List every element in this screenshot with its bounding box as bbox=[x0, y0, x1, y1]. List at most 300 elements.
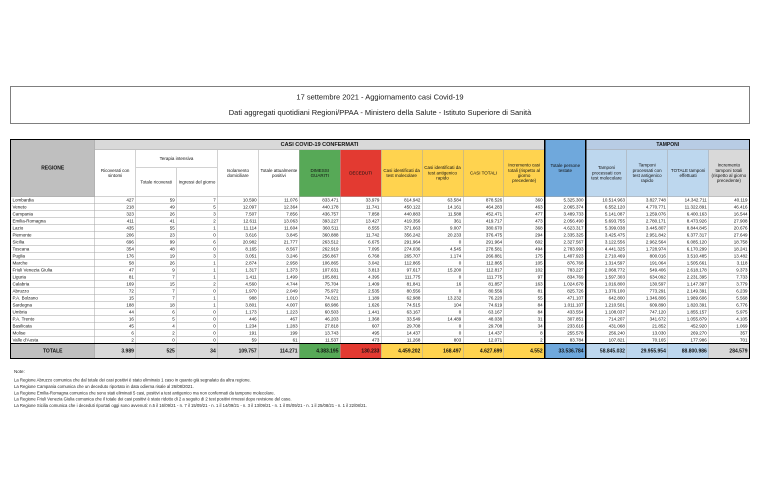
table-cell: 3.445.807 bbox=[627, 225, 668, 232]
table-cell: 13.427 bbox=[340, 218, 381, 225]
table-cell: 1.010 bbox=[258, 295, 299, 302]
table-cell: 607 bbox=[340, 323, 381, 330]
table-cell: 265.707 bbox=[381, 253, 422, 260]
region-name: Emilia-Romagna bbox=[11, 218, 95, 225]
table-cell: 176 bbox=[95, 253, 136, 260]
table-cell: 3.827.748 bbox=[627, 197, 668, 204]
table-cell: 13.232 bbox=[422, 295, 463, 302]
table-cell: 7.733 bbox=[709, 274, 750, 281]
table-cell: 1.989.606 bbox=[668, 295, 709, 302]
table-cell: 2 bbox=[177, 218, 218, 225]
table-cell: 4.105 bbox=[709, 316, 750, 323]
table-row bbox=[11, 295, 750, 302]
region-name: Puglia bbox=[11, 253, 95, 260]
table-cell: 0 bbox=[136, 337, 177, 344]
table-cell: 5 bbox=[136, 316, 177, 323]
table-cell: 8.165 bbox=[217, 246, 258, 253]
table-cell: 354 bbox=[95, 246, 136, 253]
region-name: Piemonte bbox=[11, 232, 95, 239]
table-cell: 26 bbox=[136, 211, 177, 218]
table-cell: 27.649 bbox=[709, 232, 750, 239]
table-cell: 473 bbox=[340, 337, 381, 344]
table-cell: 112.817 bbox=[463, 267, 504, 274]
table-cell: 48 bbox=[136, 246, 177, 253]
table-cell: 11.588 bbox=[422, 211, 463, 218]
table-cell: 291.964 bbox=[381, 239, 422, 246]
table-cell: 360.511 bbox=[299, 225, 340, 232]
table-cell: 7 bbox=[136, 274, 177, 281]
table-cell: 1 bbox=[177, 302, 218, 309]
table-cell: 431.068 bbox=[586, 323, 627, 330]
region-name: Liguria bbox=[11, 274, 95, 281]
table-cell: 14.437 bbox=[381, 330, 422, 337]
table-cell: 3.813 bbox=[340, 267, 381, 274]
table-cell: 1 bbox=[177, 274, 218, 281]
table-cell: 3 bbox=[177, 253, 218, 260]
table-cell: 13.063 bbox=[258, 218, 299, 225]
header-tamponi-molecolare: Tamponi processati con test molecolare bbox=[586, 150, 627, 197]
table-cell: 1.174 bbox=[422, 253, 463, 260]
table-cell: 1.016.800 bbox=[586, 281, 627, 288]
header-ti-totale: Totale ricoverati bbox=[136, 168, 177, 197]
table-row bbox=[11, 274, 750, 281]
table-cell: 6.085.120 bbox=[668, 239, 709, 246]
table-cell: 1.173 bbox=[217, 309, 258, 316]
table-cell: 163 bbox=[504, 281, 545, 288]
table-cell: 5.568 bbox=[709, 295, 750, 302]
table-cell: 696 bbox=[95, 239, 136, 246]
table-cell: 7 bbox=[136, 288, 177, 295]
table-cell: 74.619 bbox=[463, 302, 504, 309]
table-cell: 15 bbox=[95, 295, 136, 302]
table-cell: 463 bbox=[504, 204, 545, 211]
table-cell: 6.377.317 bbox=[668, 232, 709, 239]
table-cell: 12.364 bbox=[258, 204, 299, 211]
table-cell: 206 bbox=[95, 232, 136, 239]
notes-section bbox=[14, 369, 750, 409]
table-cell: 44 bbox=[95, 309, 136, 316]
region-name: Lazio bbox=[11, 225, 95, 232]
table-cell: 380.670 bbox=[463, 225, 504, 232]
table-cell: 59 bbox=[136, 197, 177, 204]
table-cell: 2.149.391 bbox=[668, 288, 709, 295]
table-cell: 5.325.300 bbox=[545, 197, 586, 204]
note-line: La Regione Emilia-Romagna comunica che sono stati eliminati 5 casi, positivi a test antigenico ma non confermati da tampone molecolare. bbox=[14, 390, 275, 396]
table-row bbox=[11, 323, 750, 330]
table-cell: 63.584 bbox=[422, 197, 463, 204]
table-cell: 360 bbox=[504, 197, 545, 204]
table-body bbox=[11, 197, 750, 359]
table-cell: 111.775 bbox=[381, 274, 422, 281]
table-cell: 6 bbox=[177, 239, 218, 246]
table-cell: 8.844.845 bbox=[668, 225, 709, 232]
table-cell: 8.473.926 bbox=[668, 218, 709, 225]
table-cell: 4.441.325 bbox=[586, 246, 627, 253]
table-cell: 2.065.374 bbox=[545, 204, 586, 211]
table-cell: 266.881 bbox=[463, 253, 504, 260]
table-cell: 4 bbox=[136, 323, 177, 330]
table-cell: 800.016 bbox=[627, 253, 668, 260]
header-tamponi-antigenico: Tamponi processati con test antigenico rapido bbox=[627, 150, 668, 197]
report-title: 17 settembre 2021 - Aggiornamento casi Covid-19 bbox=[296, 93, 464, 102]
table-cell: 783.227 bbox=[545, 267, 586, 274]
table-cell: 26 bbox=[136, 260, 177, 267]
table-cell: 0 bbox=[177, 337, 218, 344]
table-cell: 6.675 bbox=[340, 239, 381, 246]
table-cell: 6 bbox=[136, 309, 177, 316]
region-name: Sicilia bbox=[11, 239, 95, 246]
table-row bbox=[11, 246, 750, 253]
table-cell: 97.617 bbox=[381, 267, 422, 274]
table-cell: 80.556 bbox=[463, 288, 504, 295]
table-cell: 357 bbox=[709, 330, 750, 337]
table-cell: 11.322.891 bbox=[668, 204, 709, 211]
table-cell: 773.291 bbox=[627, 288, 668, 295]
header-attualmente-positivi: Totale attualmente positivi bbox=[258, 150, 299, 197]
table-row bbox=[11, 232, 750, 239]
table-cell: 1 bbox=[177, 225, 218, 232]
table-cell: 1 bbox=[177, 260, 218, 267]
table-row bbox=[11, 260, 750, 267]
table-cell: 1.055.879 bbox=[668, 316, 709, 323]
table-cell: 40.119 bbox=[709, 197, 750, 204]
totals-cell: 130.233 bbox=[340, 344, 381, 359]
region-name: Basilicata bbox=[11, 323, 95, 330]
table-cell: 1.346.806 bbox=[627, 295, 668, 302]
table-cell: 0 bbox=[422, 260, 463, 267]
table-cell: 256.867 bbox=[299, 253, 340, 260]
table-cell: 13.743 bbox=[299, 330, 340, 337]
table-cell: 435 bbox=[95, 225, 136, 232]
table-cell: 3.122.556 bbox=[586, 239, 627, 246]
table-cell: 452.471 bbox=[463, 211, 504, 218]
table-cell: 427 bbox=[95, 197, 136, 204]
note-line: La Regione Abruzzo comunica che dal totale dei casi positivi è stato eliminato 1 caso in quanto già segnalato da altra regione. bbox=[14, 377, 251, 383]
table-cell: 714.207 bbox=[586, 316, 627, 323]
table-cell: 263.512 bbox=[299, 239, 340, 246]
region-name: Molise bbox=[11, 330, 95, 337]
table-cell: 371.663 bbox=[381, 225, 422, 232]
table-cell: 1.855.157 bbox=[668, 309, 709, 316]
table-cell: 433.554 bbox=[545, 309, 586, 316]
table-cell: 473 bbox=[504, 218, 545, 225]
table-cell: 21.777 bbox=[258, 239, 299, 246]
table-cell: 2.874 bbox=[217, 260, 258, 267]
table-cell: 361 bbox=[422, 218, 463, 225]
table-cell: 3.801 bbox=[217, 302, 258, 309]
table-cell: 307.851 bbox=[545, 316, 586, 323]
totals-cell: 58.845.032 bbox=[586, 344, 627, 359]
table-cell: 291.964 bbox=[463, 239, 504, 246]
table-cell: 323 bbox=[95, 211, 136, 218]
table-cell: 107.821 bbox=[586, 337, 627, 344]
table-cell: 70.165 bbox=[627, 337, 668, 344]
table-cell: 368 bbox=[504, 225, 545, 232]
region-name: Veneto bbox=[11, 204, 95, 211]
table-cell: 63.167 bbox=[381, 309, 422, 316]
table-row bbox=[11, 253, 750, 260]
table-cell: 105.881 bbox=[299, 274, 340, 281]
header-casi-molecolare: Casi identificati da test molecolare bbox=[381, 150, 422, 197]
table-cell: 62.988 bbox=[381, 295, 422, 302]
totals-label: TOTALE bbox=[11, 344, 95, 359]
table-cell: 0 bbox=[422, 288, 463, 295]
table-cell: 6.400.163 bbox=[668, 211, 709, 218]
table-cell: 7 bbox=[136, 295, 177, 302]
table-cell: 1.820.391 bbox=[668, 302, 709, 309]
table-cell: 1.147.397 bbox=[668, 281, 709, 288]
table-cell: 0 bbox=[177, 330, 218, 337]
table-cell: 84 bbox=[504, 309, 545, 316]
table-cell: 13.030 bbox=[627, 330, 668, 337]
totals-cell: 109.757 bbox=[217, 344, 258, 359]
table-cell: 477 bbox=[504, 211, 545, 218]
table-cell: 440.883 bbox=[381, 211, 422, 218]
table-cell: 8.555 bbox=[340, 225, 381, 232]
table-cell: 278.581 bbox=[463, 246, 504, 253]
table-cell: 58 bbox=[95, 260, 136, 267]
table-cell: 105 bbox=[504, 260, 545, 267]
table-cell: 3.489.733 bbox=[545, 211, 586, 218]
table-cell: 262.919 bbox=[299, 246, 340, 253]
table-cell: 81 bbox=[95, 274, 136, 281]
table-cell: 274.036 bbox=[381, 246, 422, 253]
table-cell: 446 bbox=[217, 316, 258, 323]
region-name: Toscana bbox=[11, 246, 95, 253]
table-cell: 55 bbox=[136, 225, 177, 232]
totals-cell: 4.627.699 bbox=[463, 344, 504, 359]
table-cell: 642.800 bbox=[586, 295, 627, 302]
table-cell: 18.758 bbox=[709, 239, 750, 246]
header-casi-antigenico: Casi identificati da test antigenico rapido bbox=[422, 150, 463, 197]
table-row bbox=[11, 204, 750, 211]
table-cell: 106.865 bbox=[299, 260, 340, 267]
header-incremento-tamponi: Incremento tamponi totali (rispetto al giorno precedente) bbox=[709, 150, 750, 197]
table-cell: 27.908 bbox=[709, 218, 750, 225]
table-cell: 7.856 bbox=[258, 211, 299, 218]
table-cell: 609.890 bbox=[627, 302, 668, 309]
table-cell: 9 bbox=[136, 267, 177, 274]
table-cell: 1.368 bbox=[340, 316, 381, 323]
table-cell: 4.623.317 bbox=[545, 225, 586, 232]
table-cell: 199 bbox=[258, 330, 299, 337]
table-row bbox=[11, 309, 750, 316]
totals-cell: 34 bbox=[177, 344, 218, 359]
table-cell: 9.007 bbox=[422, 225, 463, 232]
table-cell: 15 bbox=[136, 281, 177, 288]
table-cell: 21.852 bbox=[627, 323, 668, 330]
table-cell: 12.611 bbox=[217, 218, 258, 225]
totals-cell: 114.271 bbox=[258, 344, 299, 359]
table-cell: 2.068.772 bbox=[586, 267, 627, 274]
table-cell: 1.259.076 bbox=[627, 211, 668, 218]
table-cell: 13.482 bbox=[709, 253, 750, 260]
table-cell: 6.170.299 bbox=[668, 246, 709, 253]
table-cell: 4.744 bbox=[258, 281, 299, 288]
table-cell: 107.631 bbox=[299, 267, 340, 274]
table-cell: 16 bbox=[422, 281, 463, 288]
table-cell: 255.578 bbox=[545, 330, 586, 337]
table-cell: 411 bbox=[95, 218, 136, 225]
table-cell: 74.021 bbox=[299, 295, 340, 302]
table-cell: 878.526 bbox=[463, 197, 504, 204]
table-cell: 20.982 bbox=[217, 239, 258, 246]
table-cell: 2 bbox=[504, 337, 545, 344]
table-cell: 0 bbox=[177, 288, 218, 295]
table-cell: 45 bbox=[95, 323, 136, 330]
table-cell: 16.544 bbox=[709, 211, 750, 218]
table-cell: 1.441 bbox=[340, 309, 381, 316]
totals-cell: 88.800.986 bbox=[668, 344, 709, 359]
table-row bbox=[11, 337, 750, 344]
note-line: La Regione Sicilia comunica che i deceduti riportati oggi sono avvenuti: n.5 il 16/09/21 - n. 7 il 15/09/21 - n. 1 il 14/09/21 - n. 3 il 13/09/21 - n. 1 il 05/09/21 - n. 1 il 25/08/21 - n. 1 il 22/08/21. bbox=[14, 403, 367, 408]
table-cell: 59 bbox=[217, 337, 258, 344]
table-cell: 55 bbox=[504, 295, 545, 302]
table-cell: 2 bbox=[136, 330, 177, 337]
table-cell: 356.242 bbox=[381, 232, 422, 239]
table-cell: 2.335.325 bbox=[545, 232, 586, 239]
table-cell: 0 bbox=[177, 246, 218, 253]
table-cell: 11.741 bbox=[340, 204, 381, 211]
header-isolamento: Isolamento domiciliare bbox=[217, 150, 258, 197]
table-cell: 14.161 bbox=[422, 204, 463, 211]
table-cell: 452.920 bbox=[668, 323, 709, 330]
table-cell: 1.505.661 bbox=[668, 260, 709, 267]
table-cell: 602 bbox=[504, 239, 545, 246]
table-cell: 3.042 bbox=[340, 260, 381, 267]
table-cell: 46.416 bbox=[709, 204, 750, 211]
region-name: Marche bbox=[11, 260, 95, 267]
table-cell: 14.342.711 bbox=[668, 197, 709, 204]
header-persone-testate: Totale persone testate bbox=[545, 140, 586, 197]
table-cell: 81 bbox=[504, 288, 545, 295]
totals-cell: 4.459.202 bbox=[381, 344, 422, 359]
table-cell: 63.167 bbox=[463, 309, 504, 316]
region-name: Valle d'Aosta bbox=[11, 337, 95, 344]
table-cell: 11.537 bbox=[299, 337, 340, 344]
table-row bbox=[11, 288, 750, 295]
header-casi-totali: CASI TOTALI bbox=[463, 150, 504, 197]
table-cell: 294 bbox=[504, 232, 545, 239]
table-cell: 112.865 bbox=[381, 260, 422, 267]
table-cell: 1.223 bbox=[258, 309, 299, 316]
table-cell: 2.783.993 bbox=[545, 246, 586, 253]
table-cell: 6.768 bbox=[340, 253, 381, 260]
table-cell: 102 bbox=[504, 267, 545, 274]
table-cell: 393.227 bbox=[299, 218, 340, 225]
table-cell: 0 bbox=[177, 316, 218, 323]
table-cell: 9.373 bbox=[709, 267, 750, 274]
note-line: La Regione Campania comunica che un deceduto riportato in data odierna risale al 26/08/2021. bbox=[14, 383, 194, 389]
table-cell: 1.499 bbox=[258, 274, 299, 281]
table-cell: 169 bbox=[95, 281, 136, 288]
table-cell: 11.076 bbox=[258, 197, 299, 204]
table-cell: 2.049 bbox=[258, 288, 299, 295]
table-cell: 3.118 bbox=[709, 260, 750, 267]
totals-cell: 33.536.784 bbox=[545, 344, 586, 359]
table-cell: 81.857 bbox=[463, 281, 504, 288]
table-cell: 4.770.771 bbox=[627, 204, 668, 211]
table-cell: 0 bbox=[177, 232, 218, 239]
table-cell: 191.064 bbox=[627, 260, 668, 267]
totals-cell: 525 bbox=[136, 344, 177, 359]
table-cell: 2.958 bbox=[258, 260, 299, 267]
table-cell: 494 bbox=[504, 246, 545, 253]
table-cell: 1.069 bbox=[709, 323, 750, 330]
table-cell: 1.597.303 bbox=[586, 274, 627, 281]
region-name: Lombardia bbox=[11, 197, 95, 204]
table-cell: 1.108.037 bbox=[586, 309, 627, 316]
region-name: Calabria bbox=[11, 281, 95, 288]
table-cell: 1.283 bbox=[258, 323, 299, 330]
header-terapia-intensiva: Terapia intensiva bbox=[136, 150, 218, 168]
region-name: Abruzzo bbox=[11, 288, 95, 295]
table-row bbox=[11, 281, 750, 288]
table-cell: 12.097 bbox=[217, 204, 258, 211]
table-cell: 1.011.107 bbox=[545, 302, 586, 309]
table-cell: 833.471 bbox=[299, 197, 340, 204]
table-cell: 14.489 bbox=[422, 316, 463, 323]
table-row bbox=[11, 239, 750, 246]
table-cell: 11.268 bbox=[381, 337, 422, 344]
table-cell: 11.114 bbox=[217, 225, 258, 232]
table-cell: 0 bbox=[422, 239, 463, 246]
table-cell: 419.356 bbox=[381, 218, 422, 225]
table-cell: 191 bbox=[217, 330, 258, 337]
table-cell: 188 bbox=[95, 302, 136, 309]
table-cell: 16 bbox=[95, 316, 136, 323]
table-cell: 75.972 bbox=[299, 288, 340, 295]
table-cell: 81.841 bbox=[381, 281, 422, 288]
table-cell: 6.552.120 bbox=[586, 204, 627, 211]
table-cell: 495 bbox=[340, 330, 381, 337]
table-cell: 8 bbox=[504, 330, 545, 337]
totals-cell: 4.552 bbox=[504, 344, 545, 359]
table-cell: 112.865 bbox=[463, 260, 504, 267]
table-cell: 436.757 bbox=[299, 211, 340, 218]
table-cell: 80.556 bbox=[381, 288, 422, 295]
totals-cell: 29.955.954 bbox=[627, 344, 668, 359]
table-cell: 5.693.755 bbox=[586, 218, 627, 225]
table-cell: 2.951.842 bbox=[627, 232, 668, 239]
table-cell: 15.200 bbox=[422, 267, 463, 274]
table-cell: 6.239 bbox=[709, 288, 750, 295]
table-cell: 419.717 bbox=[463, 218, 504, 225]
table-row bbox=[11, 302, 750, 309]
title-box bbox=[10, 86, 750, 124]
report-page bbox=[0, 86, 760, 486]
header-dimessi-guariti: DIMESSI GUARITI bbox=[299, 150, 340, 197]
table-cell: 1.626 bbox=[340, 302, 381, 309]
table-cell: 41 bbox=[136, 218, 177, 225]
table-cell: 256.240 bbox=[586, 330, 627, 337]
table-cell: 1.407.923 bbox=[545, 253, 586, 260]
totals-cell: 284.579 bbox=[709, 344, 750, 359]
table-row bbox=[11, 316, 750, 323]
table-cell: 4.560 bbox=[217, 281, 258, 288]
table-cell: 7.507 bbox=[217, 211, 258, 218]
header-ricoverati: Ricoverati con sintomi bbox=[95, 150, 136, 197]
table-cell: 84 bbox=[504, 302, 545, 309]
table-cell: 5 bbox=[177, 204, 218, 211]
table-cell: 177.986 bbox=[668, 337, 709, 344]
table-cell: 130.597 bbox=[627, 281, 668, 288]
table-cell: 18 bbox=[136, 302, 177, 309]
region-name: P.A. Trento bbox=[11, 316, 95, 323]
table-cell: 3.246 bbox=[258, 253, 299, 260]
table-row bbox=[11, 225, 750, 232]
table-cell: 29.708 bbox=[381, 323, 422, 330]
